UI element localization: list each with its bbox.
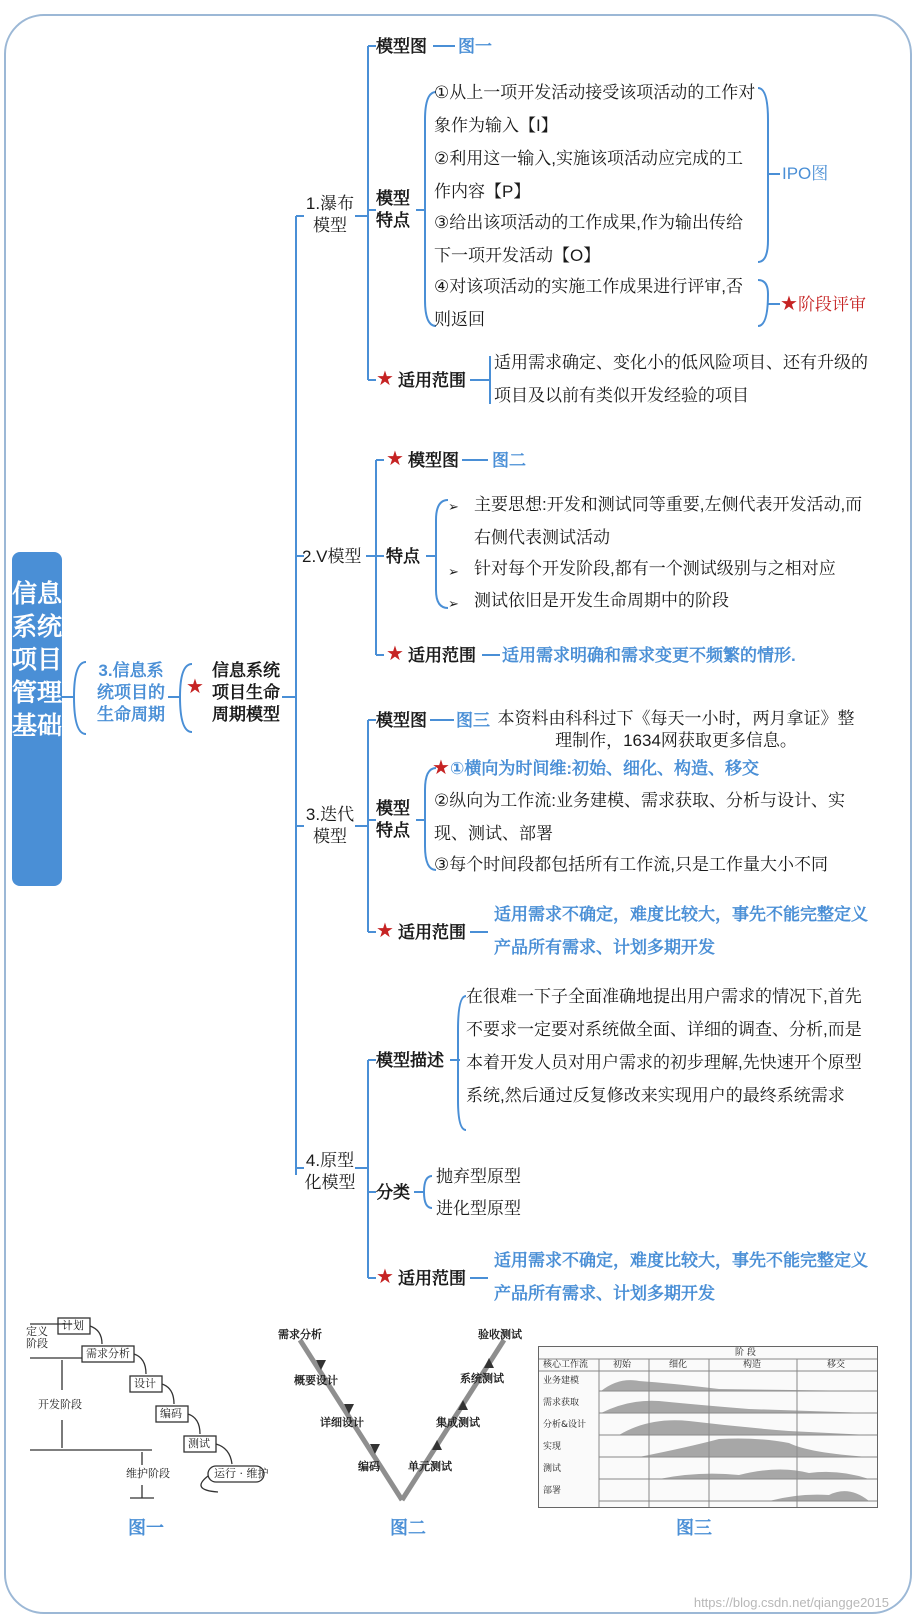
wf-features-label: 模型特点 [376, 189, 410, 230]
wf-diagram-label: 模型图 [376, 37, 427, 56]
fig2-system: 系统测试 [460, 1372, 504, 1385]
star-icon: ★ [376, 368, 394, 390]
fig1-phase-define: 定义阶段 [26, 1325, 48, 1350]
fig2-hld: 概要设计 [294, 1374, 338, 1387]
v-scope-text: 适用需求明确和需求变更不频繁的情形. [502, 646, 796, 665]
fig3-phase-2: 细化 [669, 1360, 688, 1370]
pr-scope-label: 适用范围 [398, 1269, 466, 1288]
wf-scope-label: 适用范围 [398, 371, 466, 390]
fig3-wf-4: 实现 [543, 1442, 562, 1452]
v-diagram-ref: 图二 [492, 451, 526, 470]
arrow-bullet-icon: ➢ [448, 564, 459, 579]
fig3-caption: 图三 [676, 1518, 712, 1538]
watermark: https://blog.csdn.net/qiangge2015 [693, 1595, 889, 1610]
fig2-integration: 集成测试 [436, 1416, 480, 1429]
wf-feature-3: ③给出该项活动的工作成果,作为输出传给下一项开发活动【O】 [434, 213, 743, 265]
arrow-bullet-icon: ➢ [448, 596, 459, 611]
fig2-req: 需求分析 [278, 1328, 322, 1341]
it-features-label: 模型特点 [376, 799, 410, 840]
fig3-wf-2: 需求获取 [543, 1398, 580, 1408]
v-feature-1: 主要思想:开发和测试同等重要,左侧代表开发活动,而右侧代表测试活动 [474, 495, 863, 547]
wf-diagram-ref: 图一 [458, 37, 492, 56]
v-scope-label: 适用范围 [408, 646, 476, 665]
fig1-phase-maint: 维护阶段 [126, 1467, 170, 1480]
fig1-step-code: 编码 [160, 1407, 182, 1420]
fig3-wf-3: 分析&设计 [543, 1420, 587, 1430]
pr-class-1: 抛弃型原型 [436, 1167, 521, 1186]
star-icon: ★ [386, 643, 404, 665]
wf-ipo-label: IPO图 [782, 164, 829, 183]
root-title: 信息系统项目管理基础 [12, 552, 62, 886]
wf-feature-1: ①从上一项开发活动接受该项活动的工作对象作为输入【I】 [434, 83, 756, 135]
fig3-phase-4: 移交 [827, 1360, 846, 1370]
fig2-caption: 图二 [390, 1518, 426, 1538]
fig3-phase-header: 阶 段 [735, 1348, 756, 1358]
v-feature-3: 测试依旧是开发生命周期中的阶段 [474, 591, 729, 610]
star-icon: ★ [376, 1266, 394, 1288]
fig2-lld: 详细设计 [320, 1416, 364, 1429]
fig1-phase-dev: 开发阶段 [38, 1398, 82, 1411]
star-icon: ★ [780, 293, 798, 315]
fig3-wf-5: 测试 [543, 1464, 562, 1474]
it-scope-label: 适用范围 [398, 923, 466, 942]
pr-desc-text: 在很难一下子全面准确地提出用户需求的情况下,首先不要求一定要对系统做全面、详细的调查、分析,而是本着开发人员对用户需求的初步理解,先快速开个原型系统,然后通过反复修改来实现用户的最终系统需求 [466, 987, 862, 1105]
model-name-iterative: 3.迭代模型 [305, 805, 355, 846]
fig1-step-req: 需求分析 [86, 1347, 130, 1360]
star-icon: ★ [432, 757, 450, 779]
it-diagram-label: 模型图 [376, 711, 427, 730]
fig3-phase-1: 初始 [613, 1360, 632, 1370]
it-feature-2: ②纵向为工作流:业务建模、需求获取、分析与设计、实现、测试、部署 [434, 791, 845, 843]
it-feature-1: ①横向为时间维:初始、细化、构造、移交 [450, 759, 760, 778]
wf-feature-2: ②利用这一输入,实施该项活动应完成的工作内容【P】 [434, 149, 743, 201]
it-diagram-ref: 图三 [456, 711, 490, 730]
star-icon: ★ [386, 448, 404, 470]
pr-scope-text: 适用需求不确定，难度比较大，事先不能完整定义产品所有需求、计划多期开发 [494, 1251, 868, 1303]
pr-class-label: 分类 [376, 1183, 410, 1202]
fig2-unit: 单元测试 [408, 1460, 452, 1473]
fig3-wf-6: 部署 [543, 1486, 562, 1496]
star-icon: ★ [186, 676, 204, 698]
it-scope-text: 适用需求不确定，难度比较大，事先不能完整定义产品所有需求、计划多期开发 [494, 905, 868, 957]
v-diagram-label: 模型图 [408, 451, 459, 470]
fig3-phase-3: 构造 [743, 1360, 762, 1370]
fig3-wf-1: 业务建模 [543, 1376, 580, 1386]
figure-waterfall [22, 1310, 272, 1510]
model-name-v: 2.V模型 [302, 547, 362, 566]
pr-desc-label: 模型描述 [376, 1051, 444, 1070]
figure-iterative [538, 1346, 878, 1508]
branch-title: 3.信息系统项目的生命周期 [97, 661, 165, 724]
it-feature-3: ③每个时间段都包括所有工作流,只是工作量大小不同 [434, 855, 828, 874]
fig1-step-plan: 计划 [62, 1319, 84, 1332]
v-features-label: 特点 [386, 547, 420, 566]
fig1-step-run: 运行 · 维护 [214, 1467, 269, 1480]
fig2-code: 编码 [358, 1460, 380, 1473]
wf-feature-4: ④对该项活动的实施工作成果进行评审,否则返回 [434, 277, 743, 329]
fig1-step-design: 设计 [134, 1377, 156, 1390]
fig2-acceptance: 验收测试 [478, 1328, 522, 1341]
sub-title: 信息系统项目生命周期模型 [212, 661, 280, 724]
pr-class-2: 进化型原型 [436, 1199, 521, 1218]
figure-v-model [272, 1320, 538, 1510]
v-feature-2: 针对每个开发阶段,都有一个测试级别与之相对应 [474, 559, 836, 578]
model-name-prototype: 4.原型化模型 [304, 1151, 356, 1192]
star-icon: ★ [376, 920, 394, 942]
it-note: 本资料由科科过下《每天一小时，两月拿证》整理制作，1634网获取更多信息。 [497, 709, 855, 750]
fig1-caption: 图一 [128, 1518, 164, 1538]
model-name-waterfall: 1.瀑布模型 [305, 194, 355, 235]
fig3-corner: 核心工作流 [543, 1360, 589, 1370]
arrow-bullet-icon: ➢ [448, 499, 459, 514]
wf-scope-text: 适用需求确定、变化小的低风险项目、还有升级的项目及以前有类似开发经验的项目 [494, 353, 868, 405]
fig1-step-test: 测试 [188, 1437, 210, 1450]
wf-review-label: 阶段评审 [798, 295, 866, 314]
